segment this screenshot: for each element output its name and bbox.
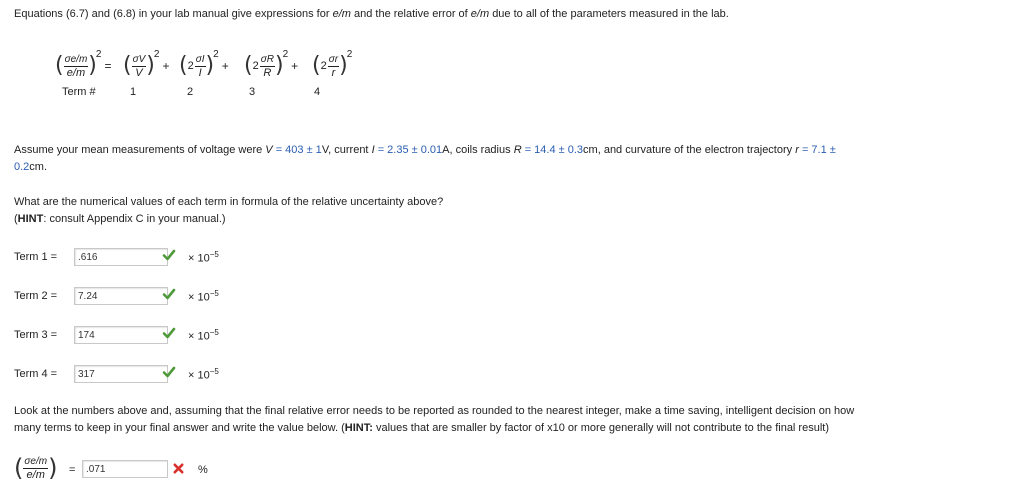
unit-exponent: −5 xyxy=(209,367,219,376)
intro-em2: e/m xyxy=(470,8,490,20)
incorrect-cross-icon xyxy=(172,462,185,475)
term-1-input[interactable] xyxy=(74,248,168,266)
term-2-unit xyxy=(188,289,219,304)
unit-exponent: −5 xyxy=(209,289,219,298)
term-number-4: 4 xyxy=(314,86,321,98)
term-3-unit xyxy=(188,328,219,343)
unit-base: × 10 xyxy=(188,291,210,304)
formula-t3-num: σR xyxy=(260,53,274,65)
formula-t3-den: R xyxy=(260,66,275,79)
question-hint xyxy=(14,213,226,225)
intro-part2: and the relative error of xyxy=(353,8,468,20)
correct-check-icon xyxy=(162,248,176,262)
assume-line-2 xyxy=(14,161,47,173)
symbol-I: I xyxy=(371,144,375,156)
formula-equals: = xyxy=(104,59,112,73)
formula-t2-num: σI xyxy=(195,53,205,65)
formula-t1-den: V xyxy=(132,66,147,79)
final-unit: % xyxy=(198,464,208,476)
look-text-a: many terms to keep in your final answer and write the value below. ( xyxy=(14,422,345,434)
term-2-input[interactable] xyxy=(74,287,168,305)
formula-plus: + xyxy=(291,59,299,73)
hint-text: : consult Appendix C in your manual.) xyxy=(43,213,226,225)
intro-text xyxy=(14,8,729,20)
look-text-b: values that are smaller by factor of x10 or more generally will not contribute to the final result) xyxy=(372,422,829,434)
formula-t4-den: r xyxy=(328,66,339,79)
term-4-input[interactable] xyxy=(74,365,168,383)
voltage-value: = 403 ± 1 xyxy=(275,144,322,156)
symbol-V: V xyxy=(265,144,273,156)
look-line-1: Look at the numbers above and, assuming that the final relative error needs to be reported as rounded to the nearest integer, make a time saving, intelligent decision on how xyxy=(14,405,855,417)
assume-text-1: Assume your mean measurements of voltage were xyxy=(14,144,263,156)
curvature-uncertainty: 0.2 xyxy=(14,161,30,173)
unit-base: × 10 xyxy=(188,369,210,382)
formula-t2-den: I xyxy=(195,66,206,79)
term-1-label: Term 1 = xyxy=(14,251,58,263)
final-answer-input[interactable] xyxy=(82,460,168,478)
final-equals: = xyxy=(69,464,76,476)
hint-open-paren: ( xyxy=(14,213,18,225)
correct-check-icon xyxy=(162,287,176,301)
term-header-label: Term # xyxy=(62,86,96,98)
formula-plus: + xyxy=(221,59,229,73)
current-value: = 2.35 ± 0.01 xyxy=(377,144,443,156)
intro-em: e/m xyxy=(332,8,351,20)
correct-check-icon xyxy=(162,365,176,379)
unit-base: × 10 xyxy=(188,330,210,343)
intro-part1: Equations (6.7) and (6.8) in your lab manual give expressions for xyxy=(14,8,330,20)
term-number-2: 2 xyxy=(187,86,194,98)
final-den: e/m xyxy=(23,468,48,481)
look-hint-label: HINT: xyxy=(344,422,373,434)
unit-base: × 10 xyxy=(188,252,210,265)
formula-lhs-num: σe/m xyxy=(64,53,88,65)
formula-square: 2 xyxy=(346,48,353,60)
current-unit: A, coils radius xyxy=(442,144,511,156)
term-2-label: Term 2 = xyxy=(14,290,58,302)
formula-square: 2 xyxy=(95,48,102,60)
term-3-label: Term 3 = xyxy=(14,329,58,341)
final-num: σe/m xyxy=(24,455,48,467)
look-line-2 xyxy=(14,422,829,434)
final-formula: ( $\frac{\sigma e/m}{e/m}$ ) xyxy=(14,454,58,482)
correct-check-icon xyxy=(162,326,176,340)
voltage-unit: V, current xyxy=(321,144,369,156)
term-number-1: 1 xyxy=(130,86,137,98)
term-1-unit xyxy=(188,250,219,265)
unit-exponent: −5 xyxy=(209,328,219,337)
question-line: What are the numerical values of each term in formula of the relative uncertainty above? xyxy=(14,196,444,208)
curvature-value: = 7.1 ± xyxy=(801,144,836,156)
formula-t1-num: σV xyxy=(132,53,146,65)
formula-plus: + xyxy=(162,59,170,73)
unit-exponent: −5 xyxy=(209,250,219,259)
symbol-R: R xyxy=(513,144,522,156)
formula-two: 2 xyxy=(252,60,259,72)
term-4-label: Term 4 = xyxy=(14,368,58,380)
formula-t4-num: σr xyxy=(328,53,339,65)
symbol-r: r xyxy=(795,144,799,156)
term-number-3: 3 xyxy=(249,86,256,98)
formula-square: 2 xyxy=(153,48,160,60)
term-4-unit xyxy=(188,367,219,382)
intro-part3: due to all of the parameters measured in the lab. xyxy=(492,8,729,20)
formula-square: 2 xyxy=(213,48,219,60)
curvature-unit: cm. xyxy=(29,161,48,173)
radius-value: = 14.4 ± 0.3 xyxy=(524,144,584,156)
term-3-input[interactable] xyxy=(74,326,168,344)
hint-label: HINT xyxy=(17,213,44,225)
formula-square: 2 xyxy=(282,48,289,60)
formula-two: 2 xyxy=(187,60,194,72)
radius-unit: cm, and curvature of the electron trajectory xyxy=(583,144,793,156)
assume-line-1 xyxy=(14,144,836,156)
formula-lhs-den: e/m xyxy=(64,66,89,79)
formula-two: 2 xyxy=(320,60,327,72)
